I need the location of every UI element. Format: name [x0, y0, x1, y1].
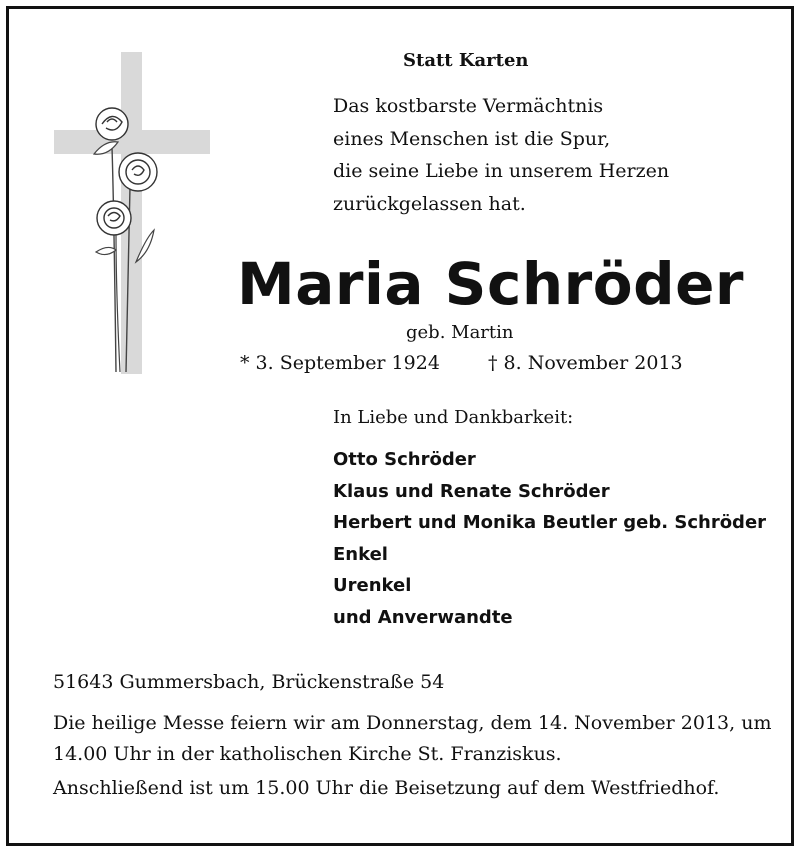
cross-with-roses-icon — [50, 52, 215, 374]
mourners-list — [333, 444, 766, 633]
mourner-name: Herbert und Monika Beutler geb. Schröder — [333, 512, 767, 533]
maiden-name: geb. Martin — [406, 322, 514, 343]
mourner-name: Urenkel — [333, 575, 412, 596]
mass-announcement — [53, 708, 773, 770]
quote-line: zurückgelassen hat. — [333, 192, 526, 215]
deceased-name: Maria Schröder — [237, 250, 745, 318]
death-date: † 8. November 2013 — [488, 352, 683, 374]
mourner-name: Enkel — [333, 543, 388, 565]
mourner-name: und Anverwandte — [333, 606, 513, 628]
mass-line: 14.00 Uhr in der katholischen Kirche St. Franziskus. — [53, 743, 562, 765]
address: 51643 Gummersbach, Brückenstraße 54 — [53, 671, 445, 693]
mourner-name: Klaus und Renate Schröder — [333, 480, 610, 502]
burial-announcement: Anschließend ist um 15.00 Uhr die Beisetzung auf dem Westfriedhof. — [53, 777, 720, 799]
mass-line: Die heilige Messe feiern wir am Donnerstag, dem 14. November 2013, um — [53, 712, 772, 734]
mourners-intro: In Liebe und Dankbarkeit: — [333, 407, 574, 428]
mourner-name: Otto Schröder — [333, 449, 476, 470]
quote-line: Das kostbarste Vermächtnis — [333, 95, 604, 117]
statt-karten-heading: Statt Karten — [403, 50, 529, 71]
birth-date: * 3. September 1924 — [240, 352, 440, 374]
quote-line: eines Menschen ist die Spur, — [333, 127, 611, 150]
quote-line: die seine Liebe in unserem Herzen — [333, 160, 670, 182]
memorial-quote — [333, 90, 669, 220]
